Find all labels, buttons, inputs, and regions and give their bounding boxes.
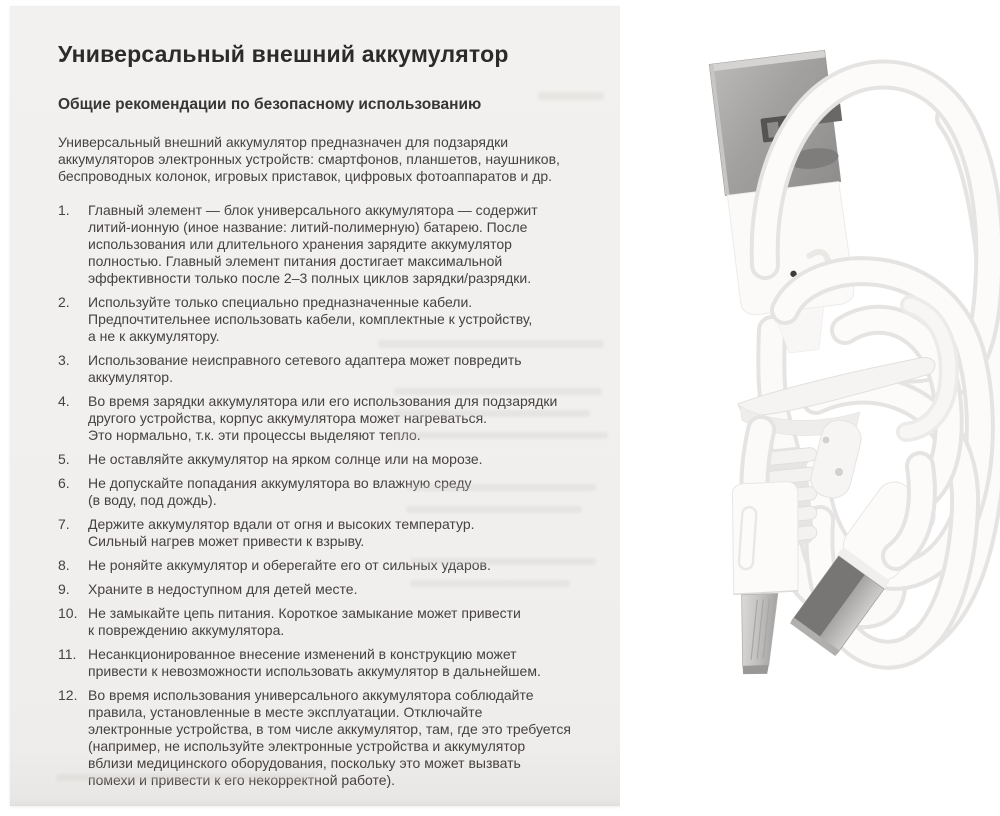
list-item-text: Держите аккумулятор вдали от огня и высоких температур. Сильный нагрев может привести к взрыву. (88, 516, 475, 549)
list-item-text: Несанкционированное внесение изменений в конструкцию может привести к невозможности использовать аккумулятор в дальнейшем. (88, 646, 541, 679)
intro-paragraph: Универсальный внешний аккумулятор предназначен для подзарядки аккумуляторов электронных устройств: смартфонов, планшетов, наушников, беспроводных колонок, игровых приставок, цифровых фотоаппаратов и др. (58, 134, 560, 184)
showthrough-smudge (56, 774, 318, 781)
list-item-number: 8. (58, 557, 70, 573)
safety-list (58, 202, 608, 789)
list-item-number: 3. (58, 352, 70, 368)
showthrough-smudge (410, 580, 570, 587)
list-item-number: 2. (58, 294, 70, 310)
list-item-number: 5. (58, 451, 70, 467)
list-item-text: Не роняйте аккумулятор и оберегайте его от сильных ударов. (88, 557, 491, 573)
list-item-number: 10. (58, 605, 78, 621)
list-item (58, 516, 608, 550)
list-item-text: Не допускайте попадания аккумулятора во влажную среду (в воду, под дождь). (88, 475, 472, 508)
list-item (58, 294, 608, 345)
list-item-text: Используйте только специально предназначенные кабели. Предпочтительнее использовать кабели, комплектные к устройству, а не к аккумулятору. (88, 294, 533, 344)
page-title: Универсальный внешний аккумулятор (58, 41, 509, 67)
section-heading: Общие рекомендации по безопасному использованию (58, 96, 482, 113)
list-item-text: Главный элемент — блок универсального аккумулятора — содержит литий-ионную (иное название: литий-полимерную) батарею. После использования или длительного хранения зарядите аккумулятор полностью. Главный элемент питания достигает максимальной эффективности только после 2–3 полных циклов зарядки/разрядки. (88, 202, 538, 286)
list-item-text: Храните в недоступном для детей месте. (88, 581, 358, 597)
showthrough-smudge (538, 92, 604, 100)
clip-hole (835, 468, 843, 476)
list-item-number: 9. (58, 581, 70, 597)
showthrough-smudge (406, 484, 596, 491)
list-item (58, 605, 608, 639)
list-item (58, 352, 608, 386)
product-photo-usb-cable (620, 0, 1000, 816)
list-item (58, 475, 608, 509)
list-item-number: 6. (58, 475, 70, 491)
list-item (58, 646, 608, 680)
instruction-sheet (10, 6, 622, 806)
cable-illustration (620, 0, 1000, 816)
showthrough-smudge (410, 558, 596, 565)
list-item-number: 4. (58, 393, 70, 409)
showthrough-smudge (394, 410, 590, 417)
showthrough-smudge (378, 340, 604, 348)
list-item (58, 202, 608, 287)
list-item-text: Не оставляйте аккумулятор на ярком солнце или на морозе. (88, 451, 483, 467)
list-item (58, 451, 608, 468)
list-item-number: 11. (58, 646, 77, 662)
list-item-text: Во время использования универсального аккумулятора соблюдайте правила, установленные в месте эксплуатации. Отключайте электронные устройства, в том числе аккумулятор, там, где это требуется (например, не используйте электронные устройства и аккумулятор вблизи медицинского оборудования, поскольку это может вызвать помехи и привести к его некорректной работе). (88, 687, 571, 788)
showthrough-smudge (394, 432, 608, 439)
micro-usb-body (725, 478, 805, 599)
clip-hole (823, 437, 830, 444)
showthrough-smudge (394, 388, 602, 395)
list-item-number: 7. (58, 516, 70, 532)
showthrough-smudge (406, 506, 582, 513)
list-item-text: Не замыкайте цепь питания. Короткое замыкание может привести к повреждению аккумулятора. (88, 605, 521, 638)
list-item-text: Использование неисправного сетевого адаптера может повредить аккумулятор. (88, 352, 522, 385)
list-item-number: 12. (58, 687, 78, 703)
list-item-number: 1. (58, 202, 70, 218)
list-item-text: Во время зарядки аккумулятора или его использования для подзарядки другого устройства, корпус аккумулятора может нагреваться. Это нормально, т.к. эти процессы выделяют тепло. (88, 393, 558, 443)
